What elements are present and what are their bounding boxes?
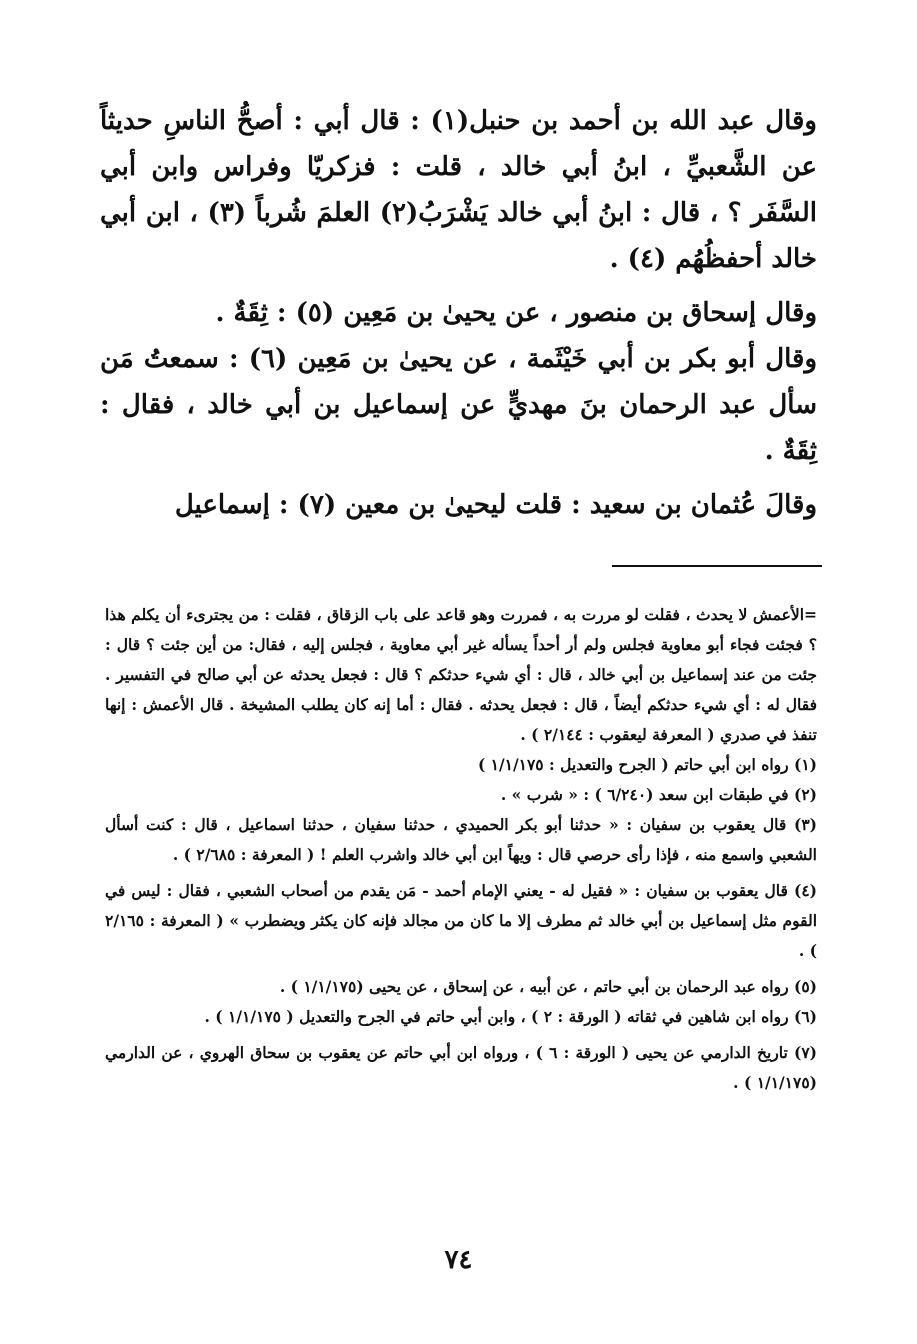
footnote-6: (٦) رواه ابن شاهين في ثقاته ( الورقة : ٢ ) ، وابن أبي حاتم في الجرح والتعديل ( ١/١/١٧٥ ) . xyxy=(204,1007,817,1026)
footnote-continuation: =الأعمش لا يحدث ، فقلت لو مررت به ، فمررت وهو قاعد على باب الزقاق ، فقلت : من يجترىء أن يكلم هذا ؟ فجئت فجاء أبو معاوية فجلس ولم أر أحداً يسأله غير أبي معاوية ، فجلس إليه ، فقال: من أين جئت ؟ قال : جئت من عند إسماعيل بن أبي خالد ، قال : أي شيء حدثكم ؟ قال : فجعل يحدثه عن أبي صالح في التفسير . فقال له : أي شيء حدثكم أيضاً ، قال : فجعل يحدثه . فقال : أما إنه كان يطلب المشيخة . قال الأعمش : إنها تنفذ في صدري ( المعرفة ليعقوب : ٢/١٤٤ ) . xyxy=(105,605,817,744)
main-paragraph-2: وقال إسحاق بن منصور ، عن يحيىٰ بن مَعِين (٥) : ثِقَةٌ . xyxy=(215,298,817,328)
footnote-5: (٥) رواه عبد الرحمان بن أبي حاتم ، عن أبيه ، عن إسحاق ، عن يحيى (١/١/١٧٥ ) . xyxy=(279,977,817,996)
footnotes xyxy=(105,600,817,1098)
footnote-4: (٤) قال يعقوب بن سفيان : « فقيل له - يعني الإمام أحمد - مَن يقدم من أصحاب الشعبي ، فقال : ليس في القوم مثل إسماعيل بن أبي خالد ثم مطرف إلا ما كان من مجالد فإنه كان يكثر ويضطرب » ( المعرفة : ٢/١٦٥ ) . xyxy=(105,881,817,960)
page-number: ٧٤ xyxy=(444,1245,473,1275)
main-paragraph-3: وقال أبو بكر بن أبي خَيْثَمة ، عن يحيىٰ بن مَعِين (٦) : سمعتُ مَن سأل عبد الرحمان بنَ مهديٍّ عن إسماعيل بن أبي خالد ، فقال : ثِقَةٌ . xyxy=(100,344,817,466)
footnote-3: (٣) قال يعقوب بن سفيان : « حدثنا أبو بكر الحميدي ، حدثنا سفيان ، حدثنا اسماعيل ، قال : كنت أسأل الشعبي واسمع منه ، فإذا رأى حرصي قال : ويهاً ابن أبي خالد واشرب العلم ! ( المعرفة : ٢/٦٨٥ ) . xyxy=(105,815,817,864)
footnote-2: (٢) في طبقات ابن سعد (٦/٢٤٠ ) : « شرب » . xyxy=(500,785,817,804)
footnote-divider xyxy=(612,565,822,567)
footnote-1: (١) رواه ابن أبي حاتم ( الجرح والتعديل : ١/١/١٧٥ ) xyxy=(477,755,817,774)
footnote-7: (٧) تاريخ الدارمي عن يحيى ( الورقة : ٦ ) ، ورواه ابن أبي حاتم عن يعقوب بن سحاق الهروي ، عن الدارمي (١/١/١٧٥ ) . xyxy=(105,1043,817,1092)
main-paragraph-1: وقال عبد الله بن أحمد بن حنبل(١) : قال أبي : أصحُّ الناسِ حديثاً عن الشَّعبيِّ ، ابنُ أبي خالد ، قلت : فزكريّا وفراس وابن أبي السَّفَر ؟ ، قال : ابنُ أبي خالد يَشْرَبُ(٢) العلمَ شُرباً (٣) ، ابن أبي خالد أحفظُهُم (٤) . xyxy=(100,106,817,274)
main-paragraph-4: وقالَ عُثمان بن سعيد : قلت ليحيىٰ بن معين (٧) : إسماعيل xyxy=(174,490,817,520)
main-text xyxy=(100,98,817,528)
